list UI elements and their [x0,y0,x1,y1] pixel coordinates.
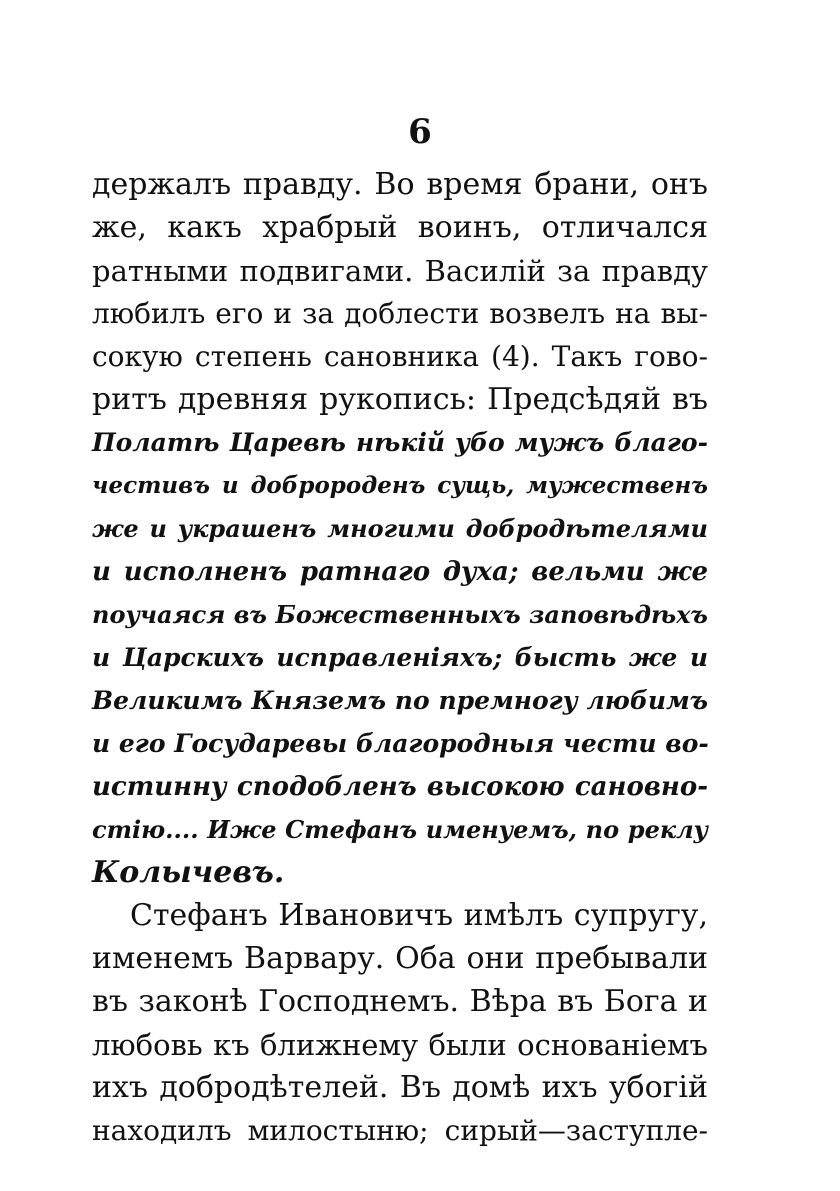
paragraph-2-line-5: ихъ добродѣтелей. Въ домѣ ихъ убогій [92,1070,708,1105]
quote-line-4: и исполненъ ратнаго духа; вельми же [92,557,708,587]
text-line-2: же, какъ храбрый воинъ, отличался [92,210,708,245]
quote-line-7: Великимъ Княземъ по премногу любимъ [92,686,708,715]
text-line-4: любилъ его и за доблести возвелъ на вы- [92,297,708,330]
text-line-5: сокую степень сановника (4). Такъ гово- [92,340,708,373]
quote-line-5: поучаяся въ Божественныхъ заповѣдѣхъ [92,600,708,629]
paragraph-2-line-1: Стефанъ Ивановичъ имѣлъ супругу, [130,898,708,933]
quote-line-9: истинну сподобленъ высокою сановно- [92,772,708,802]
quote-line-6: и Царскихъ исправленіяхъ; бысть же и [92,643,708,672]
paragraph-2-line-4: любовь къ ближнему были основаніемъ [92,1028,708,1062]
paragraph-2-line-2: именемъ Варвару. Оба они пребывали [92,941,708,976]
quote-line-10: стію.... Иже Стефанъ именуемъ, по реклу [92,815,708,844]
text-line-3: ратными подвигами. Василій за правду [92,254,708,288]
quote-line-11: Колычевъ. [92,855,285,890]
quote-line-8: и его Государевы благородныя чести во- [92,729,709,758]
quote-line-2: честивъ и добророденъ сущь, мужественъ [92,472,708,499]
text-line-6: ритъ древняя рукопись: Предсѣдяй въ [92,382,708,417]
paragraph-2-line-3: въ законѣ Господнемъ. Вѣра въ Бога и [92,984,708,1019]
quote-line-1: Полатѣ Царевѣ нѣкій убо мужъ благо- [92,428,708,457]
text-line-1: держалъ правду. Во время брани, онъ [92,167,708,202]
quote-line-3: же и украшенъ многими добродѣтелями [92,514,708,543]
paragraph-2-line-6: находилъ милостыню; сирый—заступле- [92,1114,708,1147]
page-number: 6 [408,112,432,152]
